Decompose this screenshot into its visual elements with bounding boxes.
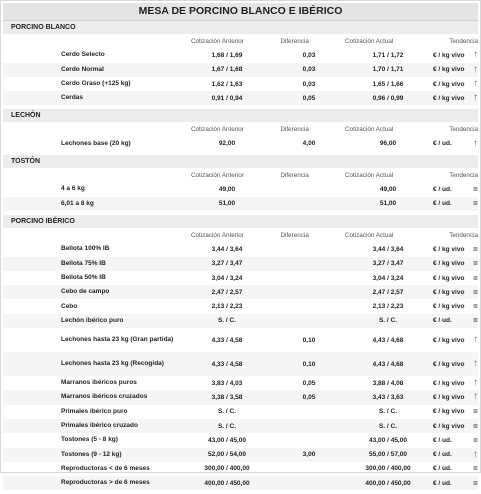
- column-header-previous: Cotización Anterior: [190, 126, 244, 134]
- equals-icon: =: [473, 273, 478, 283]
- product-name: Cebo de campo: [61, 288, 110, 296]
- arrow-up-icon: ↑: [473, 448, 478, 460]
- previous-price: 3,38 / 3,58: [211, 393, 243, 401]
- price-unit: € / kg vivo: [433, 336, 465, 344]
- price-difference: 0,05: [302, 379, 316, 387]
- current-price: 300,00 / 400,00: [365, 465, 411, 473]
- trend-cell: [473, 199, 478, 208]
- current-price: 3,44 / 3,64: [372, 245, 404, 253]
- arrow-up-icon: ↑: [473, 63, 478, 75]
- previous-price: 0,91 / 0,94: [211, 94, 243, 102]
- trend-cell: [473, 50, 478, 60]
- column-header-current: Cotización Actual: [344, 126, 394, 134]
- page-title: MESA DE PORCINO BLANCO E IBÉRICO: [3, 3, 478, 21]
- price-unit: € / ud.: [433, 479, 452, 487]
- product-name: Cerdo Normal: [61, 65, 104, 73]
- current-price: S. / C.: [378, 422, 398, 430]
- trend-cell: [473, 245, 478, 254]
- product-name: Lechón ibérico puro: [61, 316, 124, 324]
- column-header-row: [3, 228, 478, 242]
- column-header-difference: Diferencia: [280, 171, 309, 179]
- table-row: [3, 182, 478, 196]
- column-header-previous: Cotización Anterior: [190, 37, 244, 45]
- price-difference: 4,00: [302, 140, 316, 148]
- current-price: 400,00 / 450,00: [365, 479, 411, 487]
- price-unit: € / ud.: [433, 451, 452, 459]
- table-row: [3, 419, 478, 433]
- previous-price: S. / C.: [217, 408, 237, 416]
- table-row: [3, 285, 478, 299]
- table-row: [3, 433, 478, 447]
- price-difference: 3,00: [302, 451, 316, 459]
- price-unit: € / ud.: [433, 140, 452, 148]
- column-header-trend: Tendencia: [449, 231, 478, 239]
- trend-cell: [473, 185, 478, 194]
- trend-cell: [473, 450, 478, 460]
- price-unit: € / ud.: [433, 436, 452, 444]
- current-price: 4,43 / 4,68: [372, 336, 404, 344]
- price-unit: € / ud.: [433, 200, 452, 208]
- price-difference: 0,03: [302, 51, 316, 59]
- current-price: 0,96 / 0,99: [372, 94, 404, 102]
- previous-price: S. / C.: [217, 317, 237, 325]
- trend-cell: [473, 392, 478, 402]
- price-unit: € / kg vivo: [433, 303, 465, 311]
- column-header-row: [3, 122, 478, 136]
- price-unit: € / kg vivo: [433, 288, 465, 296]
- previous-price: 4,33 / 4,58: [211, 336, 243, 344]
- previous-price: 1,68 / 1,69: [211, 51, 243, 59]
- product-name: Bellota 75% IB: [61, 259, 106, 267]
- price-unit: € / kg vivo: [433, 51, 465, 59]
- previous-price: 3,04 / 3,24: [211, 274, 243, 282]
- price-unit: € / kg vivo: [433, 274, 465, 282]
- section-title: PORCINO BLANCO: [3, 21, 478, 34]
- arrow-up-icon: ↑: [473, 137, 478, 149]
- previous-price: 2,47 / 2,57: [211, 288, 243, 296]
- product-name: Bellota 50% IB: [61, 273, 106, 281]
- trend-cell: [473, 407, 478, 416]
- column-header-current: Cotización Actual: [344, 37, 394, 45]
- product-name: Marranos ibéricos cruzados: [61, 393, 148, 401]
- table-row: [3, 242, 478, 256]
- equals-icon: =: [473, 478, 478, 488]
- price-unit: € / kg vivo: [433, 80, 465, 88]
- section-gap: [1, 490, 480, 494]
- table-row: [3, 405, 478, 419]
- product-name: 4 a 6 kg: [61, 185, 85, 193]
- previous-price: 1,67 / 1,68: [211, 66, 243, 74]
- trend-cell: [473, 79, 478, 89]
- column-header-trend: Tendencia: [449, 37, 478, 45]
- current-price: 2,47 / 2,57: [372, 288, 404, 296]
- product-name: Primales ibérico puro: [61, 407, 128, 415]
- current-price: S. / C.: [378, 408, 398, 416]
- product-name: Bellota 100% IB: [61, 245, 110, 253]
- price-unit: € / kg vivo: [433, 66, 465, 74]
- price-unit: € / kg vivo: [433, 422, 465, 430]
- price-unit: € / kg vivo: [433, 379, 465, 387]
- table-row: [3, 137, 478, 151]
- trend-cell: [473, 479, 478, 488]
- trend-cell: [473, 335, 478, 345]
- previous-price: 3,27 / 3,47: [211, 260, 243, 268]
- table-row: [3, 91, 478, 105]
- product-name: Marranos ibéricos puros: [61, 379, 137, 387]
- price-unit: € / ud.: [433, 317, 452, 325]
- table-row: [3, 257, 478, 271]
- sections-container: [1, 21, 480, 494]
- arrow-up-icon: ↑: [473, 92, 478, 104]
- previous-price: 52,00 / 54,00: [208, 451, 246, 459]
- product-name: Cerdo Graso (+125 kg): [61, 79, 131, 87]
- column-header-trend: Tendencia: [449, 126, 478, 134]
- column-header-difference: Diferencia: [280, 231, 309, 239]
- price-unit: € / kg vivo: [433, 393, 465, 401]
- equals-icon: =: [473, 199, 478, 209]
- current-price: 3,88 / 4,08: [372, 379, 404, 387]
- current-price: 2,13 / 2,23: [372, 303, 404, 311]
- column-header-current: Cotización Actual: [344, 231, 394, 239]
- equals-icon: =: [473, 464, 478, 474]
- previous-price: 1,62 / 1,63: [211, 80, 243, 88]
- table-row: [3, 390, 478, 404]
- price-unit: € / kg vivo: [433, 260, 465, 268]
- equals-icon: =: [473, 287, 478, 297]
- previous-price: 92,00: [218, 140, 236, 148]
- column-header-trend: Tendencia: [449, 171, 478, 179]
- arrow-up-icon: ↑: [473, 49, 478, 61]
- previous-price: 300,00 / 400,00: [204, 465, 250, 473]
- table-row: [3, 271, 478, 285]
- product-name: 6,01 a 8 kg: [61, 199, 94, 207]
- trend-cell: [473, 359, 478, 369]
- table-row: [3, 299, 478, 313]
- product-name: Lechones hasta 23 kg (Gran partida): [61, 335, 174, 343]
- price-difference: 0,03: [302, 80, 316, 88]
- trend-cell: [473, 378, 478, 388]
- arrow-up-icon: ↑: [473, 358, 478, 370]
- current-price: 43,00 / 45,00: [369, 436, 407, 444]
- equals-icon: =: [473, 407, 478, 417]
- price-difference: 0,05: [302, 94, 316, 102]
- trend-cell: [473, 65, 478, 75]
- column-header-previous: Cotización Anterior: [190, 171, 244, 179]
- trend-cell: [473, 259, 478, 268]
- previous-price: 400,00 / 450,00: [204, 479, 250, 487]
- table-row: [3, 476, 478, 490]
- product-name: Tostones (5 - 8 kg): [61, 436, 118, 444]
- section: [1, 155, 480, 215]
- previous-price: 4,33 / 4,58: [211, 360, 243, 368]
- current-price: 1,70 / 1,71: [372, 66, 404, 74]
- column-header-previous: Cotización Anterior: [190, 231, 244, 239]
- current-price: 51,00: [379, 200, 397, 208]
- section-title: TOSTÓN: [3, 155, 478, 168]
- current-price: 1,65 / 1,66: [372, 80, 404, 88]
- equals-icon: =: [473, 185, 478, 195]
- product-name: Reproductoras > de 6 meses: [61, 479, 150, 487]
- previous-price: 3,44 / 3,64: [211, 245, 243, 253]
- product-name: Cerdo Selecto: [61, 51, 105, 59]
- current-price: 1,71 / 1,72: [372, 51, 404, 59]
- price-unit: € / kg vivo: [433, 360, 465, 368]
- table-row: [3, 48, 478, 62]
- table-row: [3, 314, 478, 328]
- column-header-difference: Diferencia: [280, 126, 309, 134]
- current-price: 49,00: [379, 186, 397, 194]
- section-title: PORCINO IBÉRICO: [3, 215, 478, 228]
- table-row: [3, 376, 478, 390]
- previous-price: 51,00: [218, 200, 236, 208]
- product-name: Cebo: [61, 302, 78, 310]
- arrow-up-icon: ↑: [473, 78, 478, 90]
- previous-price: 43,00 / 45,00: [208, 436, 246, 444]
- previous-price: 3,83 / 4,03: [211, 379, 243, 387]
- product-name: Lechones hasta 23 kg (Recogida): [61, 359, 164, 367]
- price-unit: € / kg vivo: [433, 245, 465, 253]
- current-price: 3,04 / 3,24: [372, 274, 404, 282]
- equals-icon: =: [473, 259, 478, 269]
- product-name: Lechones base (20 kg): [61, 139, 131, 147]
- equals-icon: =: [473, 316, 478, 326]
- product-name: Tostones (9 - 12 kg): [61, 450, 122, 458]
- equals-icon: =: [473, 435, 478, 445]
- price-difference: 0,10: [302, 360, 316, 368]
- column-header-current: Cotización Actual: [344, 171, 394, 179]
- current-price: 3,43 / 3,63: [372, 393, 404, 401]
- trend-cell: [473, 288, 478, 297]
- section-title: LECHÓN: [3, 109, 478, 122]
- column-header-difference: Diferencia: [280, 37, 309, 45]
- arrow-up-icon: ↑: [473, 391, 478, 403]
- previous-price: 49,00: [218, 186, 236, 194]
- trend-cell: [473, 302, 478, 311]
- equals-icon: =: [473, 302, 478, 312]
- table-row: [3, 63, 478, 77]
- table-row: [3, 328, 478, 352]
- equals-icon: =: [473, 244, 478, 254]
- price-difference: 0,05: [302, 393, 316, 401]
- product-name: Cerdas: [61, 94, 84, 102]
- table-row: [3, 352, 478, 376]
- column-header-row: [3, 34, 478, 48]
- price-unit: € / ud.: [433, 186, 452, 194]
- product-name: Primales ibérico cruzado: [61, 422, 138, 430]
- current-price: 4,43 / 4,68: [372, 360, 404, 368]
- table-row: [3, 77, 478, 91]
- price-difference: 0,10: [302, 336, 316, 344]
- current-price: S. / C.: [378, 317, 398, 325]
- table-row: [3, 462, 478, 476]
- trend-cell: [473, 139, 478, 149]
- arrow-up-icon: ↑: [473, 377, 478, 389]
- price-unit: € / kg vivo: [433, 408, 465, 416]
- current-price: 3,27 / 3,47: [372, 260, 404, 268]
- trend-cell: [473, 316, 478, 325]
- equals-icon: =: [473, 421, 478, 431]
- price-difference: 0,03: [302, 66, 316, 74]
- trend-cell: [473, 274, 478, 283]
- trend-cell: [473, 464, 478, 473]
- current-price: 55,00 / 57,00: [369, 451, 407, 459]
- column-header-row: [3, 168, 478, 182]
- trend-cell: [473, 422, 478, 431]
- price-unit: € / ud.: [433, 465, 452, 473]
- product-name: Reproductoras < de 6 meses: [61, 464, 150, 472]
- price-unit: € / kg vivo: [433, 94, 465, 102]
- arrow-up-icon: ↑: [473, 334, 478, 346]
- section: [1, 215, 480, 494]
- section: [1, 21, 480, 109]
- table-row: [3, 197, 478, 211]
- previous-price: S. / C.: [217, 422, 237, 430]
- current-price: 96,00: [379, 140, 397, 148]
- trend-cell: [473, 93, 478, 103]
- section: [1, 109, 480, 155]
- previous-price: 2,13 / 2,23: [211, 303, 243, 311]
- table-row: [3, 448, 478, 462]
- trend-cell: [473, 436, 478, 445]
